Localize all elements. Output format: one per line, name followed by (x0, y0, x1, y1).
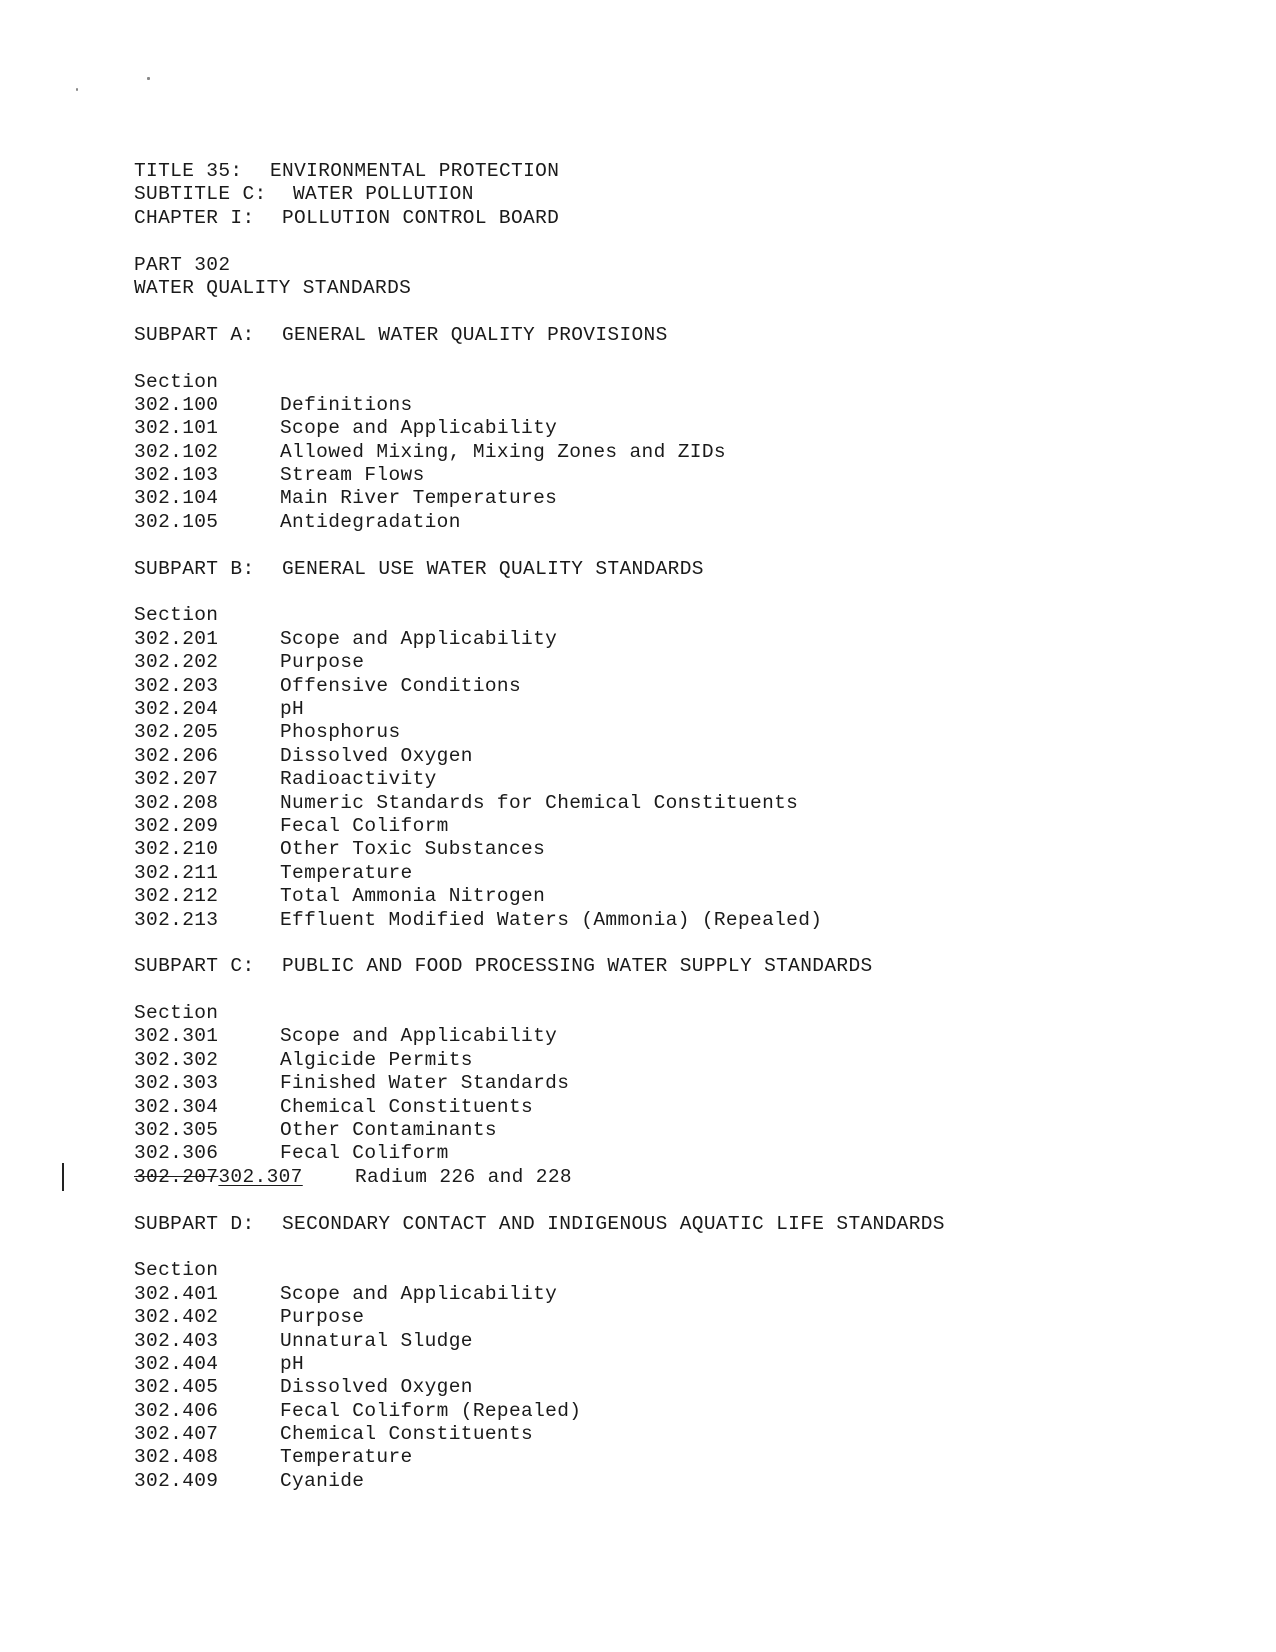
document-page (134, 160, 1194, 1493)
section-entry (134, 1423, 1194, 1446)
section-entry (134, 1376, 1194, 1399)
subtitle-line (134, 183, 1194, 206)
scan-speck (76, 88, 78, 91)
section-entry (134, 1446, 1194, 1469)
section-title: Other Contaminants (280, 1119, 497, 1142)
section-number: 302.213 (134, 908, 219, 931)
part-name: WATER QUALITY STANDARDS (134, 276, 412, 299)
section-number: 302.406 (134, 1399, 219, 1422)
section-number: 302.206 (134, 744, 219, 767)
section-title: Temperature (280, 1446, 413, 1469)
subpart-label: SUBPART A: (134, 323, 255, 346)
section-heading: Section (134, 604, 219, 627)
section-title: Scope and Applicability (280, 1025, 558, 1048)
section-number: 302.209 (134, 814, 219, 837)
section-number: 302.305 (134, 1119, 219, 1142)
section-entry (134, 417, 1194, 440)
section-entry (134, 1049, 1194, 1072)
section-number: 302.401 (134, 1282, 219, 1305)
title-label: TITLE 35: (134, 160, 243, 182)
section-heading: Section (134, 370, 219, 393)
section-heading: Section (134, 1002, 219, 1025)
section-title: Antidegradation (280, 510, 461, 533)
section-number: 302.103 (134, 464, 219, 487)
section-title: Phosphorus (280, 721, 401, 744)
section-title: Effluent Modified Waters (Ammonia) (Repealed) (280, 908, 823, 931)
subtitle-label: SUBTITLE C: (134, 183, 267, 206)
chapter-label: CHAPTER I: (134, 206, 255, 229)
section-title: Scope and Applicability (280, 627, 558, 650)
section-number: 302.212 (134, 885, 219, 908)
section-title: Main River Temperatures (280, 487, 558, 510)
section-number: 302.210 (134, 838, 219, 861)
section-title: Unnatural Sludge (280, 1329, 473, 1352)
section-title: Cyanide (280, 1469, 365, 1492)
section-title: Purpose (280, 651, 365, 674)
section-entry (134, 862, 1194, 885)
section-number: 302.306 (134, 1142, 219, 1165)
amended-section-number (134, 1166, 355, 1189)
section-number: 302.405 (134, 1376, 219, 1399)
scan-speck (147, 77, 150, 80)
section-entry (134, 792, 1194, 815)
section-number: 302.102 (134, 440, 219, 463)
section-entry (134, 675, 1194, 698)
section-entry (134, 815, 1194, 838)
inserted-section-number: 302.307 (218, 1165, 303, 1188)
section-number: 302.303 (134, 1072, 219, 1095)
section-number: 302.407 (134, 1423, 219, 1446)
section-entry (134, 1283, 1194, 1306)
section-number: 302.202 (134, 651, 219, 674)
section-number: 302.205 (134, 721, 219, 744)
section-title: Radioactivity (280, 768, 437, 791)
section-entry (134, 1096, 1194, 1119)
section-title: Scope and Applicability (280, 417, 558, 440)
section-entry (134, 511, 1194, 534)
section-entry (134, 464, 1194, 487)
section-entry (134, 768, 1194, 791)
section-number: 302.404 (134, 1352, 219, 1375)
section-title: Dissolved Oxygen (280, 744, 473, 767)
section-title: Fecal Coliform (280, 1142, 449, 1165)
subpart-label: SUBPART B: (134, 557, 255, 580)
subpart-label: SUBPART C: (134, 955, 255, 978)
section-entry (134, 885, 1194, 908)
subpart-heading (134, 558, 1194, 581)
section-title: Radium 226 and 228 (355, 1165, 572, 1188)
subpart-heading (134, 1213, 1194, 1236)
subpart-title: SECONDARY CONTACT AND INDIGENOUS AQUATIC LIFE STANDARDS (282, 1212, 945, 1235)
section-number: 302.207 (134, 768, 219, 791)
section-title: Dissolved Oxygen (280, 1376, 473, 1399)
section-title: Other Toxic Substances (280, 838, 546, 861)
section-number: 302.104 (134, 487, 219, 510)
section-entry (134, 838, 1194, 861)
section-title: Fecal Coliform (280, 814, 449, 837)
subpart-title: PUBLIC AND FOOD PROCESSING WATER SUPPLY STANDARDS (282, 955, 873, 978)
section-title: Definitions (280, 393, 413, 416)
subtitle-text: WATER POLLUTION (293, 183, 474, 206)
section-title: Temperature (280, 861, 413, 884)
section-number: 302.208 (134, 791, 219, 814)
part-number: PART 302 (134, 253, 231, 276)
section-number: 302.403 (134, 1329, 219, 1352)
section-entry (134, 1400, 1194, 1423)
title-text: ENVIRONMENTAL PROTECTION (270, 160, 560, 182)
section-title: Total Ammonia Nitrogen (280, 885, 546, 908)
section-title: Allowed Mixing, Mixing Zones and ZIDs (280, 440, 726, 463)
section-number: 302.201 (134, 627, 219, 650)
chapter-line (134, 207, 1194, 230)
section-title: Scope and Applicability (280, 1282, 558, 1305)
section-number: 302.408 (134, 1446, 219, 1469)
section-entry (134, 394, 1194, 417)
section-number: 302.105 (134, 510, 219, 533)
section-title: Algicide Permits (280, 1048, 473, 1071)
section-entry (134, 721, 1194, 744)
section-number: 302.204 (134, 697, 219, 720)
subpart-label: SUBPART D: (134, 1212, 255, 1235)
chapter-text: POLLUTION CONTROL BOARD (282, 206, 560, 229)
section-title: Numeric Standards for Chemical Constituents (280, 791, 799, 814)
section-entry (134, 1142, 1194, 1165)
section-number: 302.211 (134, 861, 219, 884)
section-number: 302.302 (134, 1048, 219, 1071)
section-number: 302.203 (134, 674, 219, 697)
section-number: 302.100 (134, 393, 219, 416)
section-title: pH (280, 697, 305, 720)
section-entry (134, 441, 1194, 464)
section-number: 302.101 (134, 417, 219, 440)
section-title: Chemical Constituents (280, 1423, 534, 1446)
section-number: 302.304 (134, 1095, 219, 1118)
section-title: Fecal Coliform (Repealed) (280, 1399, 582, 1422)
section-entry (134, 651, 1194, 674)
section-title: Chemical Constituents (280, 1095, 534, 1118)
section-title: Offensive Conditions (280, 674, 522, 697)
section-title: Purpose (280, 1306, 365, 1329)
section-title: Finished Water Standards (280, 1072, 570, 1095)
section-entry (134, 1353, 1194, 1376)
section-entry (134, 1119, 1194, 1142)
section-title: pH (280, 1352, 305, 1375)
section-entry (134, 1330, 1194, 1353)
change-bar (62, 1163, 64, 1191)
section-entry (134, 487, 1194, 510)
section-title: Stream Flows (280, 464, 425, 487)
section-entry (134, 1470, 1194, 1493)
deleted-section-number: 302.207 (134, 1165, 219, 1188)
section-entry (134, 628, 1194, 651)
section-number: 302.409 (134, 1469, 219, 1492)
subpart-heading (134, 955, 1194, 978)
amended-section-entry (134, 1166, 1194, 1189)
section-entry (134, 909, 1194, 932)
section-entry (134, 1025, 1194, 1048)
section-number: 302.402 (134, 1306, 219, 1329)
section-entry (134, 698, 1194, 721)
section-entry (134, 1072, 1194, 1095)
subpart-title: GENERAL USE WATER QUALITY STANDARDS (282, 557, 704, 580)
section-number: 302.301 (134, 1025, 219, 1048)
section-entry (134, 1306, 1194, 1329)
title-line (134, 160, 1194, 183)
subpart-title: GENERAL WATER QUALITY PROVISIONS (282, 323, 668, 346)
subpart-heading (134, 324, 1194, 347)
section-heading: Section (134, 1259, 219, 1282)
section-entry (134, 745, 1194, 768)
